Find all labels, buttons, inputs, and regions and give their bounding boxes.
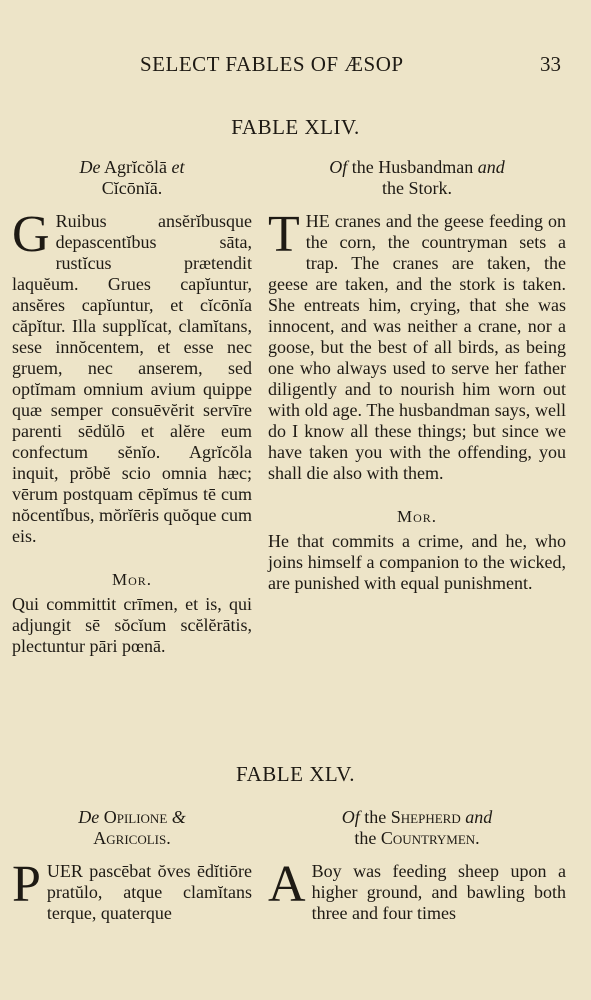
english-paragraph: HE cranes and the geese feeding on the corn, the countryman sets a trap. The cranes are taken, the geese are taken, and the stork is taken. She entreats him, crying, that she was innocent, and was neither a crane, nor a goose, but the best of all birds, as being one who always used to serve her father diligently and to nourish him worn out with old age. The husbandman says, well do I know all these things; but since we have taken you with the offending, you shall die also with them. [268,211,566,483]
fable-45-latin-column [12,807,252,924]
english-paragraph-2: Boy was feeding sheep upon a higher ground, and bawling both three and four times [311,861,566,923]
latin-paragraph: Ruibus ansĕrĭbusque depascentĭbus sāta, rustĭcus prætendit laquĕum. Grues capĭuntur, ansĕres capĭuntur, et cĭcōnĭa căpĭtur. Illa supplĭcat, clamĭtans, sese innŏcentem, et esse nec gruem, nec anserem, sed optĭmam omnium avium quippe quæ semper consuēvĕrit servīre parenti sēdŭlō et alĕre eum confectum sĕnĭo. Agrĭcŏla inquit, prŏbĕ scio omnia hæc; vērum postquam cēpĭmus tē cum nŏcentĭbus, mŏrĭēris quŏque cum eis. [12,211,252,546]
fable-44-latin-subtitle: De Agrĭcŏlā et Cĭcōnĭā. [79,157,185,198]
fable-45-english-text [268,856,566,924]
fable-45-latin-subtitle: De Opilione & Agricolis. [78,807,186,848]
fable-44-title: FABLE XLIV. [231,115,360,139]
english-drop-cap-2: A [268,856,306,913]
latin-drop-cap-2: P [12,856,41,913]
running-title: SELECT FABLES OF ÆSOP [140,52,404,76]
page-number: 33 [540,52,561,76]
fable-44-latin-text [12,206,252,547]
latin-paragraph-2: UER pascēbat ŏves ēdĭtiōre pratŭlo, atque clamĭtans terque, quaterque [46,861,252,923]
fable-44-latin-moral-text: Qui committit crīmen, et is, qui adjungit sē sŏcĭum scĕlĕrātis, plectuntur pāri pœnā. [12,594,252,656]
fable-44-english-moral-label: Mor. [396,507,438,526]
fable-44-english-column [268,157,566,594]
fable-44-latin-moral-label: Mor. [111,570,153,589]
fable-44-english-moral-text: He that commits a crime, and he, who joins himself a companion to the wicked, are punished with equal punishment. [268,531,566,593]
latin-drop-cap: G [12,206,50,263]
fable-45-english-column [268,807,566,924]
fable-44-english-text [268,206,566,484]
fable-44-latin-column [12,157,252,657]
english-drop-cap: T [268,206,300,263]
fable-45-english-subtitle: Of the Shepherd and the Countrymen. [341,807,493,848]
fable-45-title: FABLE XLV. [236,762,355,786]
fable-44-english-subtitle: Of the Husbandman and the Stork. [329,157,505,198]
page-header [0,52,591,82]
fable-45-latin-text [12,856,252,924]
